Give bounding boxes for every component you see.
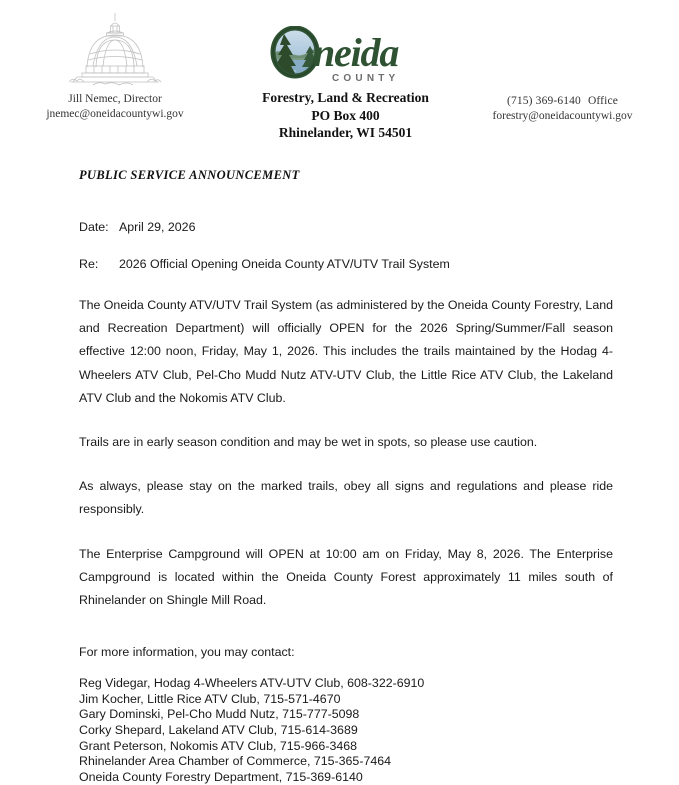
document-body [79, 168, 613, 785]
list-item: Corky Shepard, Lakeland ATV Club, 715-614-3689 [79, 723, 358, 738]
paragraph-trail-opening: The Oneida County ATV/UTV Trail System (as administered by the Oneida County Forestry, Land and Recreation Department) will officially OPEN for the 2026 Spring/Summer/Fall season effective 12:00 noon, Friday, May 1, 2026. This includes the trails maintained by the Hodag 4-Wheelers ATV Club, Pel-Cho Mudd Nutz ATV-UTV Club, the Little Rice ATV Club, the Lakeland ATV Club and the Nokomis ATV Club. [79, 298, 613, 405]
date-row [79, 219, 613, 235]
re-label: Re: [79, 257, 99, 271]
paragraph-ride-responsibly: As always, please stay on the marked trails, obey all signs and regulations and please ride responsibly. [79, 479, 613, 517]
re-row [79, 256, 613, 272]
list-item: Oneida County Forestry Department, 715-369-6140 [79, 769, 363, 784]
address-line-2: PO Box 400 [311, 107, 380, 123]
date-value: April 29, 2026 [119, 220, 196, 234]
list-item: Gary Dominski, Pel-Cho Mudd Nutz, 715-777-5098 [79, 707, 360, 722]
courthouse-dome-seal-icon [63, 12, 167, 90]
paragraph-trail-conditions: Trails are in early season condition and may be wet in spots, so please use caution. [79, 435, 538, 450]
re-value: 2026 Official Opening Oneida County ATV/UTV Trail System [119, 257, 450, 271]
svg-text:neida: neida [313, 30, 399, 75]
office-label: Office [587, 95, 619, 107]
office-phone: (715) 369-6140 [506, 95, 581, 107]
letterhead-center-block [218, 26, 473, 141]
letterhead-right-block [446, 94, 679, 123]
office-email: forestry@oneidacountywi.gov [492, 109, 633, 122]
paragraph-campground: The Enterprise Campground will OPEN at 10:00 am on Friday, May 8, 2026. The Enterprise Campground is located within the Oneida County Forest approximately 11 miles south of Rhinelander on Shingle Mill Road. [79, 546, 613, 608]
oneida-county-logo-icon [268, 26, 423, 88]
list-item: Grant Peterson, Nokomis ATV Club, 715-966-3468 [79, 738, 358, 753]
contact-list [79, 676, 613, 785]
date-label: Date: [79, 220, 109, 234]
list-item: Rhinelander Area Chamber of Commerce, 715-365-7464 [79, 754, 392, 769]
letterhead [0, 0, 679, 145]
address-line-1: Forestry, Land & Recreation [262, 90, 429, 105]
list-item: Jim Kocher, Little Rice ATV Club, 715-571-4670 [79, 691, 341, 706]
list-item: Reg Videgar, Hodag 4-Wheelers ATV-UTV Club, 608-322-6910 [79, 676, 425, 691]
office-phone-line [446, 94, 679, 109]
address-line-3: Rhinelander, WI 54501 [278, 125, 413, 141]
oneida-county-logo [268, 26, 423, 88]
page-title: PUBLIC SERVICE ANNOUNCEMENT [79, 168, 300, 182]
svg-text:COUNTY: COUNTY [332, 73, 400, 84]
contact-intro: For more information, you may contact: [79, 645, 295, 660]
director-email: jnemec@oneidacountywi.gov [46, 107, 184, 120]
letterhead-left-block [0, 12, 230, 121]
director-name: Jill Nemec, Director [68, 93, 162, 105]
